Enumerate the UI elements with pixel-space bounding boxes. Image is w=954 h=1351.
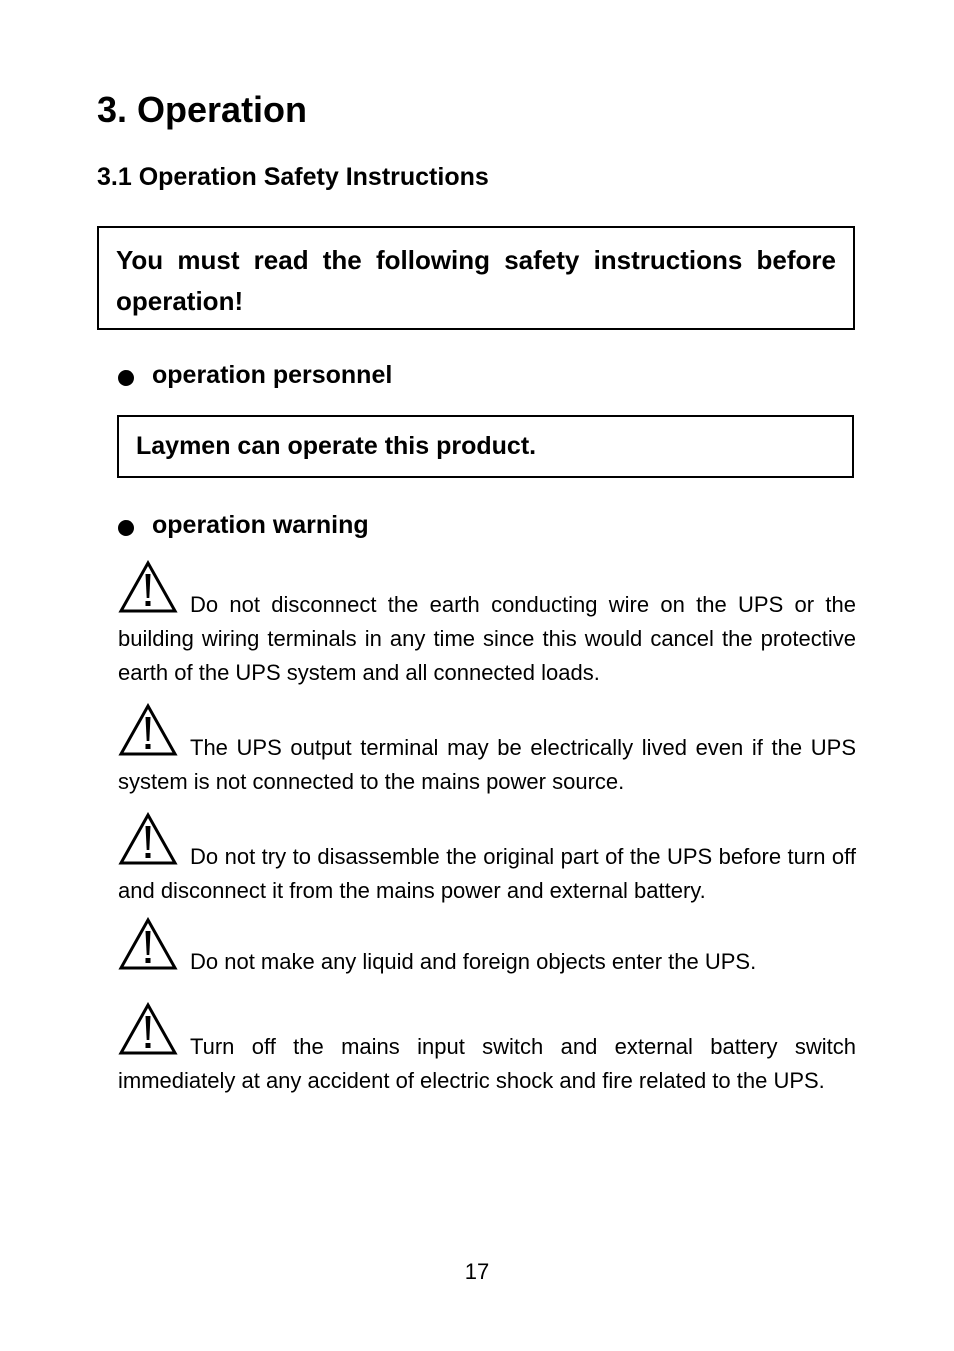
warning-text: Do not disconnect the earth conducting wire on the UPS or the building wiring terminals in any time since this would cancel the protective earth of the UPS system and all connected loads. [118,592,856,685]
warning-text: The UPS output terminal may be electrically lived even if the UPS system is not connected to the mains power source. [118,735,856,794]
page-title: 3. Operation [97,89,308,130]
section-title: 3.1 Operation Safety Instructions [97,163,489,191]
warning-item [118,703,856,799]
bullet-dot-icon [118,370,134,386]
safety-notice-box: You must read the following safety instructions before operation! [97,226,855,330]
warning-text: Turn off the mains input switch and external battery switch immediately at any accident of electric shock and fire related to the UPS. [118,1034,856,1093]
warning-text: Do not make any liquid and foreign objects enter the UPS. [190,949,757,974]
warning-item [118,560,856,690]
bullet-operation-personnel [118,358,392,392]
warning-item [118,1002,856,1098]
bullet-operation-warning [118,508,369,542]
bullet-label: operation personnel [152,361,393,389]
personnel-info-box: Laymen can operate this product. [117,415,854,478]
warning-triangle-icon [118,1002,178,1056]
warning-item [118,917,856,979]
warning-triangle-icon [118,812,178,866]
bullet-label: operation warning [152,511,369,539]
page-number: 17 [464,1259,490,1284]
warning-triangle-icon [118,560,178,614]
warning-text: Do not try to disassemble the original part of the UPS before turn off and disconnect it from the mains power and external battery. [118,844,856,903]
warning-triangle-icon [118,703,178,757]
bullet-dot-icon [118,520,134,536]
warning-item [118,812,856,908]
warning-triangle-icon [118,917,178,971]
